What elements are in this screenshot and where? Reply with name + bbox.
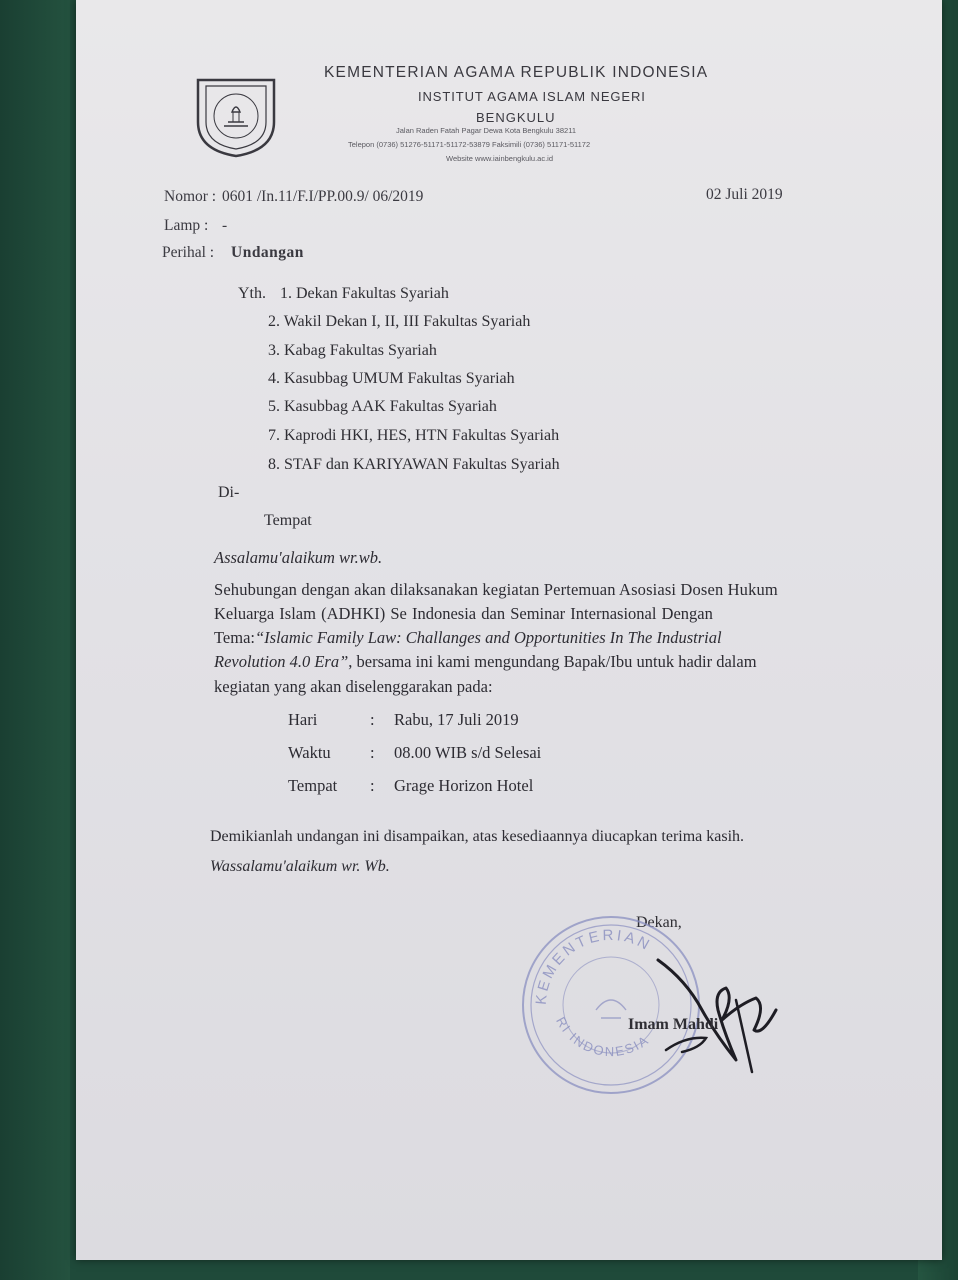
theme-title-end: Revolution 4.0 Era” — [214, 652, 349, 671]
header-phone: Telepon (0736) 51276-51171-51172-53879 Faksimili (0736) 51171-51172 — [348, 140, 591, 149]
detail-separator: : — [370, 776, 375, 795]
detail-label: Tempat — [288, 776, 338, 795]
signatory-name: Imam Mahdi — [628, 1016, 719, 1033]
signature-scribble-icon — [606, 940, 786, 1080]
theme-title: “Islamic Family Law: Challanges and Opportunities In The Industrial — [255, 628, 722, 647]
stamp-text-bottom: RI INDONESIA — [553, 1014, 653, 1060]
recipient-item: 1. Dekan Fakultas Syariah — [280, 285, 449, 302]
detail-separator: : — [370, 710, 375, 729]
lamp-value: - — [222, 217, 228, 234]
perihal-label: Perihal : — [162, 244, 215, 261]
tempat-label: Tempat — [264, 512, 312, 529]
theme-prefix: Tema: — [214, 628, 255, 647]
signature-title: Dekan, — [636, 914, 682, 931]
detail-label: Hari — [288, 710, 318, 729]
greeting: Assalamu'alaikum wr.wb. — [214, 548, 383, 567]
recipient-item: 3. Kabag Fakultas Syariah — [268, 342, 437, 359]
farewell: Wassalamu'alaikum wr. Wb. — [210, 858, 390, 875]
detail-value: Grage Horizon Hotel — [394, 776, 534, 795]
body-line: kegiatan yang akan diselenggarakan pada: — [214, 677, 493, 696]
letter-paper — [76, 0, 942, 1260]
recipient-item: 2. Wakil Dekan I, II, III Fakultas Syariah — [268, 313, 531, 330]
letter-date: 02 Juli 2019 — [706, 186, 783, 203]
header-city: BENGKULU — [476, 110, 556, 125]
background-left — [0, 0, 70, 1280]
recipient-item: 7. Kaprodi HKI, HES, HTN Fakultas Syariah — [268, 427, 560, 444]
header-institute: INSTITUT AGAMA ISLAM NEGERI — [418, 89, 646, 104]
body-line-rest: , bersama ini kami mengundang Bapak/Ibu untuk hadir dalam — [348, 652, 757, 671]
nomor-value: 0601 /In.11/F.I/PP.00.9/ 06/2019 — [222, 188, 424, 205]
perihal-value: Undangan — [231, 244, 304, 261]
body-line-theme — [214, 628, 722, 648]
lamp-label: Lamp : — [164, 217, 209, 234]
detail-value: 08.00 WIB s/d Selesai — [394, 743, 542, 762]
header-website: Website www.iainbengkulu.ac.id — [446, 154, 554, 163]
detail-label: Waktu — [288, 743, 331, 762]
body-line: Keluarga Islam (ADHKI) Se Indonesia dan Seminar Internasional Dengan — [214, 604, 713, 623]
recipient-item: 4. Kasubbag UMUM Fakultas Syariah — [268, 370, 515, 387]
closing-line: Demikianlah undangan ini disampaikan, atas kesediaannya diucapkan terima kasih. — [210, 828, 745, 845]
detail-separator: : — [370, 743, 375, 762]
detail-value: Rabu, 17 Juli 2019 — [394, 710, 519, 729]
stamp-text-top: KEMENTERIAN — [532, 926, 655, 1006]
body-line: Sehubungan dengan akan dilaksanakan kegiatan Pertemuan Asosiasi Dosen Hukum — [214, 580, 778, 599]
recipient-item: 5. Kasubbag AAK Fakultas Syariah — [268, 398, 497, 415]
di-label: Di- — [218, 484, 240, 501]
recipient-item: 8. STAF dan KARIYAWAN Fakultas Syariah — [268, 456, 560, 473]
header-ministry: KEMENTERIAN AGAMA REPUBLIK INDONESIA — [324, 64, 709, 81]
iain-logo-icon — [188, 72, 284, 160]
yth-label: Yth. — [238, 285, 266, 302]
nomor-label: Nomor : — [164, 188, 217, 205]
body-line-theme-cont — [214, 652, 757, 672]
header-address: Jalan Raden Fatah Pagar Dewa Kota Bengkulu 38211 — [396, 126, 576, 135]
